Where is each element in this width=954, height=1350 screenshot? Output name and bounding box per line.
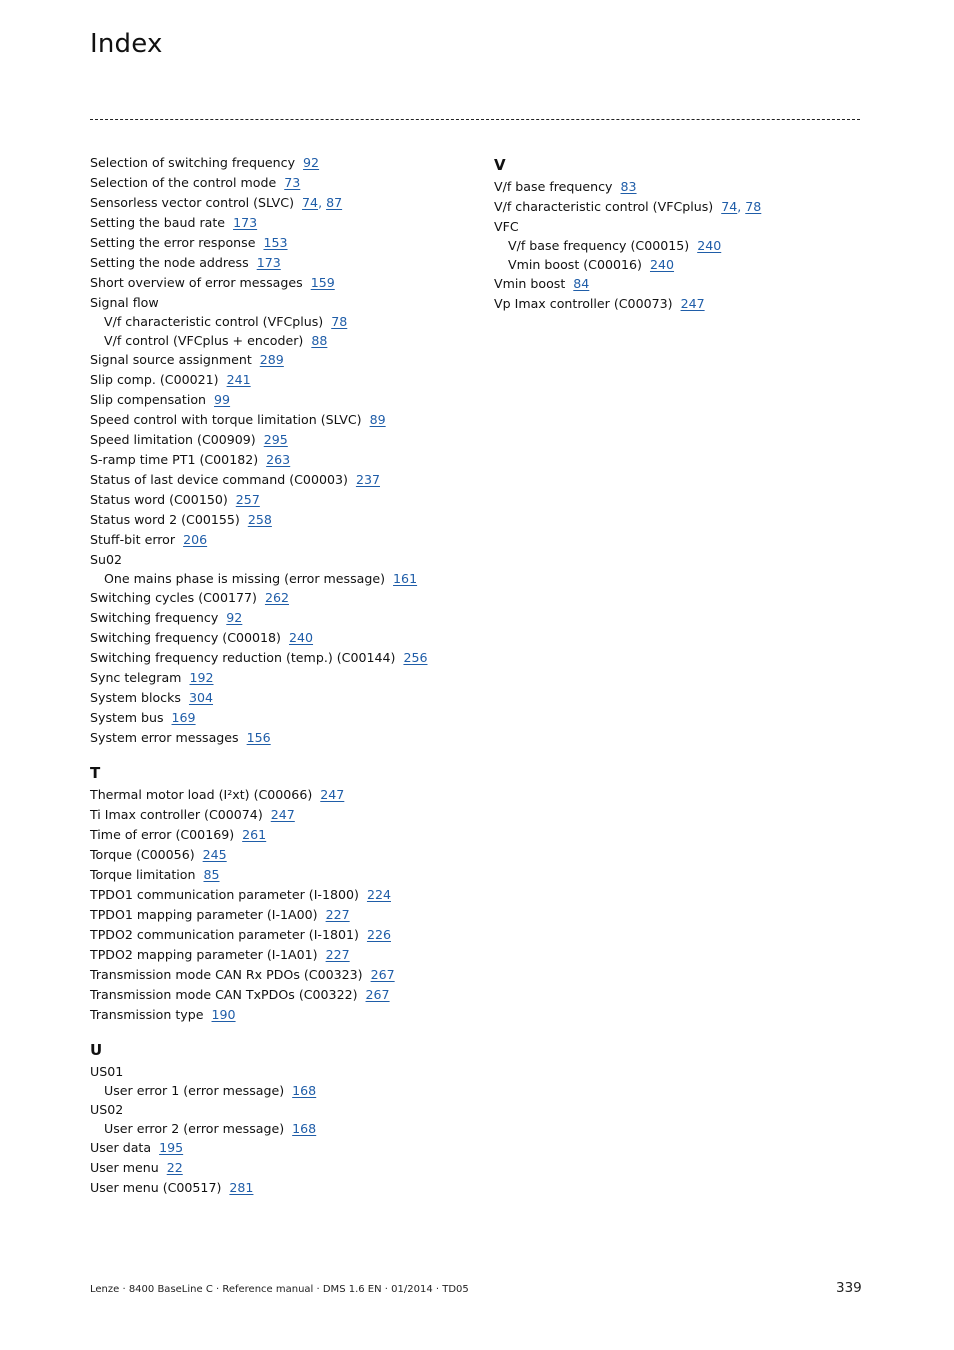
page-link[interactable]: 173 — [233, 215, 258, 230]
page-link[interactable]: 289 — [259, 352, 284, 367]
page-references — [208, 1007, 236, 1022]
page-link[interactable]: 241 — [226, 372, 251, 387]
page-references — [229, 215, 257, 230]
page-link[interactable]: 224 — [366, 887, 391, 902]
page-link[interactable]: 240 — [288, 630, 314, 645]
index-entry — [90, 785, 480, 805]
index-term: Thermal motor load (I²xt) (C00066) — [90, 787, 313, 802]
page-link[interactable]: 227 — [325, 907, 350, 922]
page-link[interactable]: 247 — [320, 787, 345, 802]
index-entry — [90, 293, 480, 312]
page-references — [185, 670, 213, 685]
page-references — [307, 333, 327, 348]
page-link[interactable]: 84 — [573, 276, 590, 291]
page-references — [693, 238, 721, 253]
page-references — [199, 847, 227, 862]
index-entry — [90, 865, 480, 885]
page-link[interactable]: 261 — [242, 827, 267, 842]
page-link[interactable]: 92 — [303, 155, 320, 170]
page-link[interactable]: 78 — [745, 199, 762, 214]
index-term: Switching frequency (C00018) — [90, 630, 281, 645]
index-entry — [90, 1100, 480, 1119]
page-references — [243, 730, 271, 745]
page-link[interactable]: 168 — [292, 1121, 317, 1136]
index-term: US02 — [90, 1102, 124, 1117]
index-entry — [90, 825, 480, 845]
index-entry — [90, 688, 480, 708]
page-link[interactable]: 153 — [263, 235, 288, 250]
index-term: User data — [90, 1140, 152, 1155]
page-references — [267, 807, 295, 822]
index-entry — [90, 588, 480, 608]
page-references — [677, 296, 705, 311]
index-entry — [90, 153, 480, 173]
index-entry — [90, 668, 480, 688]
index-term: V/f control (VFCplus + encoder) — [104, 333, 304, 348]
page-references — [327, 314, 347, 329]
page-link[interactable]: 237 — [355, 472, 380, 487]
index-entry — [90, 1178, 480, 1198]
index-term: One mains phase is missing (error message) — [104, 571, 386, 586]
page-references — [363, 927, 391, 942]
index-entry — [90, 253, 480, 273]
index-term: Status word (C00150) — [90, 492, 228, 507]
index-term: VFC — [494, 219, 519, 234]
index-entry — [90, 945, 480, 965]
index-entry — [494, 177, 864, 197]
index-term: V/f characteristic control (VFCplus) — [104, 314, 324, 329]
index-term: User menu (C00517) — [90, 1180, 222, 1195]
page-link[interactable]: 192 — [189, 670, 214, 685]
page-references — [362, 987, 390, 1002]
index-term: System error messages — [90, 730, 239, 745]
index-subentry — [494, 255, 864, 274]
page-references — [262, 452, 290, 467]
page-references — [238, 827, 266, 842]
index-entry — [90, 430, 480, 450]
index-term: System bus — [90, 710, 164, 725]
index-term: Sensorless vector control (SLVC) — [90, 195, 295, 210]
index-entry — [90, 1158, 480, 1178]
index-entry — [90, 628, 480, 648]
page-references — [288, 1083, 316, 1098]
index-entry — [90, 550, 480, 569]
index-term: Stuff-bit error — [90, 532, 176, 547]
page-references — [155, 1140, 183, 1155]
page-references — [260, 432, 288, 447]
page-references — [185, 690, 213, 705]
index-entry — [90, 885, 480, 905]
page-references — [646, 257, 674, 272]
index-entry — [90, 370, 480, 390]
index-term: Switching frequency — [90, 610, 219, 625]
index-entry — [90, 728, 480, 748]
index-term: Vp Imax controller (C00073) — [494, 296, 673, 311]
index-entry — [90, 213, 480, 233]
index-term: Slip comp. (C00021) — [90, 372, 219, 387]
page-references — [389, 571, 417, 586]
page-link[interactable]: 304 — [188, 690, 214, 705]
page-references — [280, 175, 300, 190]
index-entry — [90, 845, 480, 865]
page-link[interactable]: 168 — [292, 1083, 317, 1098]
page-link[interactable]: 83 — [620, 179, 637, 194]
index-entry — [90, 490, 480, 510]
page-references — [399, 650, 427, 665]
index-term: Speed limitation (C00909) — [90, 432, 256, 447]
index-entry — [90, 925, 480, 945]
index-entry — [90, 233, 480, 253]
page-link[interactable]: 256 — [403, 650, 428, 665]
page-link[interactable]: 263 — [266, 452, 291, 467]
page-link[interactable]: 78 — [331, 314, 348, 329]
page-references — [223, 372, 251, 387]
index-term: Torque (C00056) — [90, 847, 195, 862]
page-references — [322, 947, 350, 962]
index-term: Slip compensation — [90, 392, 207, 407]
page-references — [261, 590, 289, 605]
index-section — [90, 761, 480, 1025]
index-term: Ti Imax controller (C00074) — [90, 807, 263, 822]
index-column-left — [90, 153, 480, 1198]
page-link[interactable]: 159 — [310, 275, 335, 290]
page-references — [316, 787, 344, 802]
page-link[interactable]: 169 — [171, 710, 196, 725]
page-references — [299, 155, 319, 170]
section-letter: T — [90, 764, 101, 782]
index-entry — [90, 965, 480, 985]
page-references — [307, 275, 335, 290]
footer-text: Lenze · 8400 BaseLine C · Reference manual · DMS 1.6 EN · 01/2014 · TD05 — [90, 1284, 469, 1295]
page-link[interactable]: 22 — [166, 1160, 183, 1175]
index-term: Short overview of error messages — [90, 275, 303, 290]
index-entry — [90, 1138, 480, 1158]
index-term: S-ramp time PT1 (C00182) — [90, 452, 259, 467]
page-link[interactable]: 258 — [247, 512, 272, 527]
page-link[interactable]: 245 — [202, 847, 227, 862]
index-entry — [90, 648, 480, 668]
page-references — [352, 472, 380, 487]
index-entry — [90, 193, 480, 213]
index-term: TPDO2 mapping parameter (I-1A01) — [90, 947, 318, 962]
page-references — [253, 255, 281, 270]
index-entry — [90, 390, 480, 410]
index-subentry — [90, 1081, 480, 1100]
page-link[interactable]: 240 — [697, 238, 722, 253]
page-number: 339 — [836, 1280, 862, 1296]
index-subentry — [90, 1119, 480, 1138]
index-term: Su02 — [90, 552, 123, 567]
page-link[interactable]: 161 — [393, 571, 418, 586]
index-term: Status of last device command (C00003) — [90, 472, 348, 487]
page-link[interactable]: 226 — [366, 927, 391, 942]
index-entry — [90, 708, 480, 728]
page-link[interactable]: 240 — [649, 257, 675, 272]
page-link[interactable]: 267 — [365, 987, 390, 1002]
index-term: Switching cycles (C00177) — [90, 590, 257, 605]
index-term: Vmin boost — [494, 276, 566, 291]
index-term: Torque limitation — [90, 867, 196, 882]
index-term: Setting the baud rate — [90, 215, 226, 230]
index-term: Switching frequency reduction (temp.) (C00144) — [90, 650, 396, 665]
page-references — [210, 392, 230, 407]
index-term: Signal flow — [90, 295, 159, 310]
index-subentry — [494, 236, 864, 255]
page-references — [256, 352, 284, 367]
index-section — [90, 153, 480, 748]
index-entry — [90, 173, 480, 193]
index-term: TPDO1 communication parameter (I-1800) — [90, 887, 359, 902]
index-term: Selection of switching frequency — [90, 155, 296, 170]
index-term: Sync telegram — [90, 670, 182, 685]
section-letter: U — [90, 1041, 103, 1059]
index-term: User error 1 (error message) — [104, 1083, 285, 1098]
index-entry — [494, 197, 864, 217]
index-column-right — [494, 153, 864, 314]
page-references — [222, 610, 242, 625]
index-term: Selection of the control mode — [90, 175, 277, 190]
page-link[interactable]: 190 — [211, 1007, 236, 1022]
index-term: Transmission type — [90, 1007, 204, 1022]
page-link[interactable]: 281 — [229, 1180, 254, 1195]
index-term: V/f characteristic control (VFCplus) — [494, 199, 714, 214]
index-entry — [90, 905, 480, 925]
index-entry — [90, 985, 480, 1005]
index-section — [494, 153, 864, 314]
page-references — [225, 1180, 253, 1195]
index-term: Time of error (C00169) — [90, 827, 235, 842]
page-references — [617, 179, 637, 194]
index-entry — [90, 805, 480, 825]
index-term: Setting the node address — [90, 255, 249, 270]
page-separator: , — [737, 199, 746, 214]
page-link[interactable]: 88 — [311, 333, 328, 348]
page-link[interactable]: 89 — [369, 412, 386, 427]
index-entry — [90, 350, 480, 370]
page-references — [367, 967, 395, 982]
index-term: Transmission mode CAN Rx PDOs (C00323) — [90, 967, 363, 982]
page-references — [179, 532, 207, 547]
header-divider — [90, 119, 860, 120]
index-subentry — [90, 331, 480, 350]
index-term: US01 — [90, 1064, 124, 1079]
page-references — [717, 199, 761, 214]
index-entry — [494, 217, 864, 236]
page-references — [366, 412, 386, 427]
index-entry — [90, 470, 480, 490]
index-term: User error 2 (error message) — [104, 1121, 285, 1136]
page-references — [285, 630, 313, 645]
page-link[interactable]: 156 — [246, 730, 271, 745]
page-link[interactable]: 257 — [235, 492, 260, 507]
index-term: TPDO2 communication parameter (I-1801) — [90, 927, 359, 942]
page-separator: , — [318, 195, 327, 210]
index-subentry — [90, 312, 480, 331]
index-term: V/f base frequency — [494, 179, 613, 194]
index-entry — [90, 450, 480, 470]
page-link[interactable]: 99 — [214, 392, 231, 407]
page-link[interactable]: 85 — [203, 867, 220, 882]
index-term: Signal source assignment — [90, 352, 252, 367]
index-entry — [90, 1062, 480, 1081]
page-link[interactable]: 295 — [263, 432, 288, 447]
index-term: Setting the error response — [90, 235, 256, 250]
page-link[interactable]: 262 — [264, 590, 289, 605]
index-entry — [90, 273, 480, 293]
page-link[interactable]: 74 — [721, 199, 738, 214]
page-link[interactable]: 73 — [284, 175, 301, 190]
page-link[interactable]: 206 — [183, 532, 208, 547]
page-link[interactable]: 92 — [226, 610, 243, 625]
index-term: System blocks — [90, 690, 181, 705]
section-letter: V — [494, 156, 506, 174]
index-term: V/f base frequency (C00015) — [508, 238, 690, 253]
page-references — [199, 867, 219, 882]
index-term: Speed control with torque limitation (SLVC) — [90, 412, 362, 427]
index-entry — [90, 1005, 480, 1025]
page-link[interactable]: 173 — [256, 255, 281, 270]
page-references — [244, 512, 272, 527]
index-entry — [494, 274, 864, 294]
index-term: User menu — [90, 1160, 159, 1175]
page-references — [232, 492, 260, 507]
index-term: Status word 2 (C00155) — [90, 512, 240, 527]
page-references — [163, 1160, 183, 1175]
index-entry — [90, 510, 480, 530]
page-references — [363, 887, 391, 902]
page-references — [298, 195, 342, 210]
page-title: Index — [90, 29, 163, 59]
page-references — [259, 235, 287, 250]
index-entry — [494, 294, 864, 314]
page-link[interactable]: 247 — [270, 807, 295, 822]
page-references — [288, 1121, 316, 1136]
page-references — [168, 710, 196, 725]
page-link[interactable]: 247 — [680, 296, 705, 311]
page-references — [322, 907, 350, 922]
index-entry — [90, 530, 480, 550]
page-references — [569, 276, 589, 291]
page-link[interactable]: 74 — [302, 195, 319, 210]
index-term: Vmin boost (C00016) — [508, 257, 642, 272]
page-link[interactable]: 227 — [325, 947, 350, 962]
page-link[interactable]: 195 — [159, 1140, 184, 1155]
index-section — [90, 1038, 480, 1198]
page-link[interactable]: 87 — [326, 195, 343, 210]
index-entry — [90, 608, 480, 628]
index-term: Transmission mode CAN TxPDOs (C00322) — [90, 987, 358, 1002]
index-entry — [90, 410, 480, 430]
index-subentry — [90, 569, 480, 588]
page-link[interactable]: 267 — [370, 967, 395, 982]
index-term: TPDO1 mapping parameter (I-1A00) — [90, 907, 318, 922]
